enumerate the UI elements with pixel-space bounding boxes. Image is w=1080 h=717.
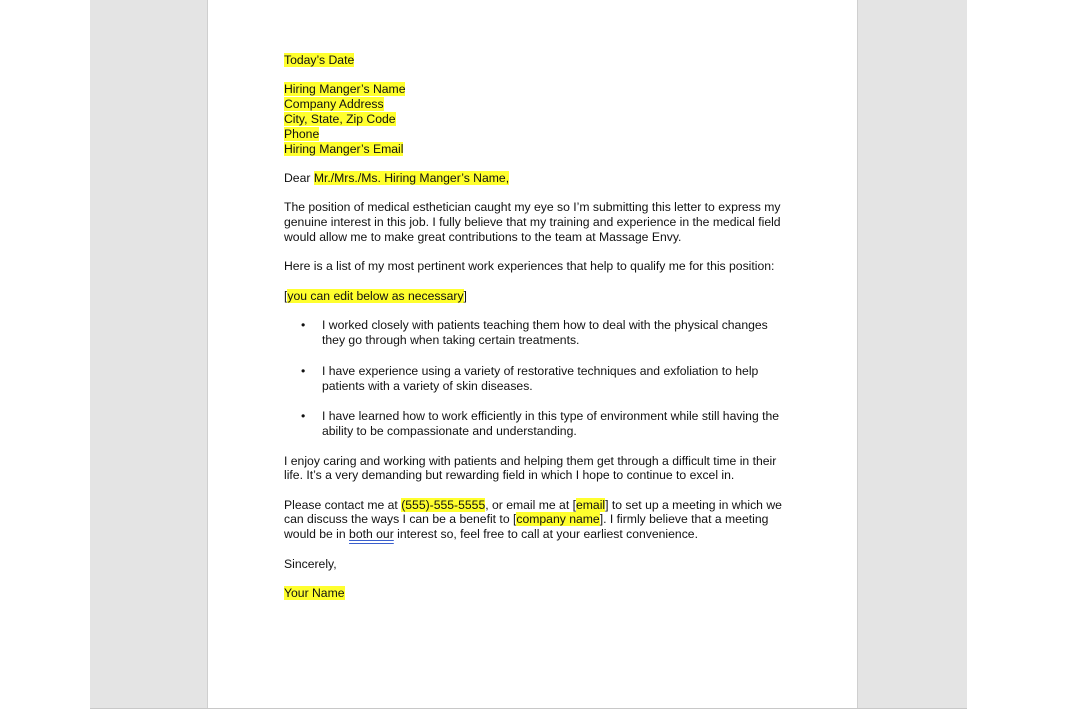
signature: Your Name <box>284 586 345 601</box>
recipient-address: Company Address <box>284 97 384 112</box>
edit-note <box>284 289 784 304</box>
contact-text: ]. I firmly believe that a meeting would be in <box>284 512 769 542</box>
contact-email: email <box>575 497 606 512</box>
date-placeholder: Today’s Date <box>284 53 355 67</box>
document-page[interactable] <box>207 0 858 708</box>
paragraph-contact <box>284 498 784 542</box>
list-item <box>284 409 784 439</box>
edit-note-open-bracket: [ <box>284 288 288 303</box>
recipient-email: Hiring Manger’s Email <box>284 141 404 156</box>
list-item <box>284 318 784 348</box>
grammar-suggestion[interactable]: both our <box>349 527 394 542</box>
bullet-icon: • <box>301 409 306 424</box>
recipient-city-state-zip: City, State, Zip Code <box>284 111 396 126</box>
list-item-text: I have learned how to work efficiently in this type of environment while still having the ability to be compassionate and understanding. <box>322 409 780 439</box>
list-item-text: I worked closely with patients teaching them how to deal with the physical changes they go through when taking certain treatments. <box>322 318 768 347</box>
edit-note-close-bracket: ] <box>463 288 467 303</box>
list-item <box>284 364 784 394</box>
contact-text: , or email me at [ <box>485 497 576 512</box>
paragraph-enjoy: I enjoy caring and working with patients and helping them get through a difficult time in their life. It’s a very demanding but rewarding field in which I hope to continue to excel in. <box>284 453 777 483</box>
recipient-block <box>284 82 784 156</box>
paragraph-intro: The position of medical esthetician caught my eye so I’m submitting this letter to express my genuine interest in this job. I fully believe that my training and experience in the medical field would allow me to make great contributions to the team at Massage Envy. <box>284 200 781 244</box>
list-item-text: I have experience using a variety of restorative techniques and exfoliation to help patients with a variety of skin diseases. <box>322 363 759 393</box>
contact-phone: (555)-555-5555 <box>401 497 486 512</box>
recipient-name: Hiring Manger’s Name <box>284 82 406 97</box>
bullet-icon: • <box>301 363 306 378</box>
salutation-name: Mr./Mrs./Ms. Hiring Manger’s Name, <box>313 170 510 185</box>
contact-text: interest so, feel free to call at your earliest convenience. <box>393 527 698 542</box>
contact-text: ] to set up a meeting in which we can discuss the ways I can be a benefit to [ <box>284 497 782 527</box>
salutation <box>284 171 784 186</box>
signature-line <box>284 586 784 601</box>
paragraph-list-intro: Here is a list of my most pertinent work experiences that help to qualify me for this position: <box>284 259 775 274</box>
letter-body[interactable] <box>284 53 784 615</box>
recipient-phone: Phone <box>284 126 320 141</box>
contact-company: company name <box>516 512 600 527</box>
document-canvas <box>90 0 967 709</box>
contact-text: Please contact me at <box>284 497 402 512</box>
closing: Sincerely, <box>284 556 337 571</box>
date-line <box>284 53 784 68</box>
experience-list <box>284 318 784 439</box>
salutation-prefix: Dear <box>284 170 314 185</box>
bullet-icon: • <box>301 318 306 333</box>
edit-note-text: you can edit below as necessary <box>287 288 464 303</box>
